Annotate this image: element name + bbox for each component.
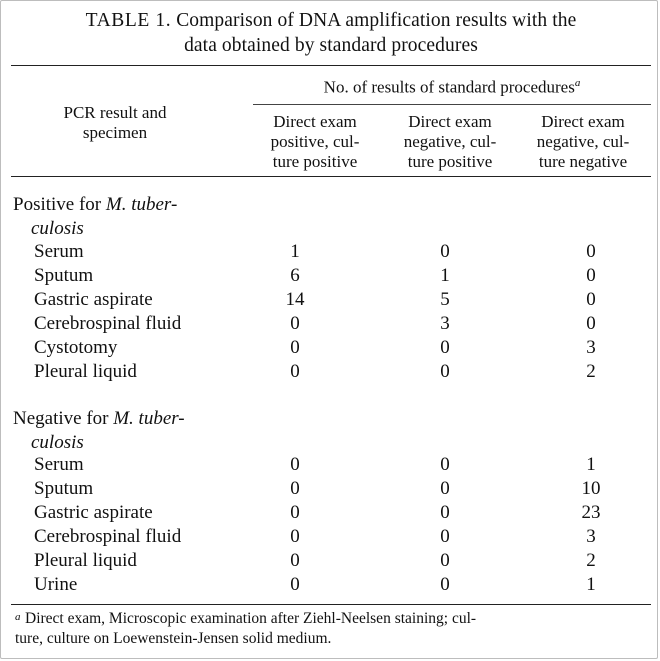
group-header [253, 72, 651, 99]
row-header [15, 103, 215, 143]
footnote-mark: a [15, 611, 21, 623]
column-header-2-line-1: Direct exam [408, 112, 492, 131]
value-cell-col-3: 0 [586, 289, 596, 310]
section-heading-negative [13, 407, 185, 455]
column-header-2-line-3: ture positive [407, 152, 493, 171]
value-cell-col-2: 1 [440, 265, 450, 286]
section-prefix: Negative for [13, 408, 114, 429]
column-header-1-line-2: positive, cul- [270, 132, 360, 151]
value-cell-col-3: 0 [586, 313, 596, 334]
value-cell-col-2: 0 [440, 550, 450, 571]
value-cell-col-3: 10 [581, 478, 601, 499]
footnote-line-2: ture, culture on Loewenstein-Jensen solid medium. [15, 630, 332, 647]
specimen-cell: Pleural liquid [34, 361, 137, 382]
section-heading-positive [13, 193, 177, 241]
value-cell-col-3: 1 [586, 574, 596, 595]
value-cell-col-2: 3 [440, 313, 450, 334]
value-cell-col-1: 1 [290, 241, 300, 262]
specimen-cell: Cerebrospinal fluid [34, 313, 182, 334]
value-cell-col-3: 2 [586, 361, 596, 382]
specimen-cell: Pleural liquid [34, 550, 137, 571]
value-cell-col-2: 0 [440, 574, 450, 595]
specimen-cell: Gastric aspirate [34, 289, 153, 310]
value-cell-col-1: 0 [290, 574, 300, 595]
value-cell-col-1: 0 [290, 550, 300, 571]
column-header-3-line-1: Direct exam [541, 112, 625, 131]
footnote-line-1: Direct exam, Microscopic examination after Ziehl-Neelsen staining; cul- [25, 610, 477, 627]
value-cell-col-2: 0 [440, 526, 450, 547]
table-row [1, 573, 660, 597]
table-row [1, 453, 660, 477]
table-label: TABLE 1. [85, 10, 172, 31]
organism-name-continued: culosis [31, 218, 84, 239]
value-cell-col-2: 0 [440, 502, 450, 523]
organism-name-continued: culosis [31, 432, 84, 453]
column-header-2 [388, 112, 512, 172]
value-cell-col-1: 0 [290, 313, 300, 334]
group-header-text: No. of results of standard procedures [323, 77, 575, 97]
value-cell-col-1: 0 [290, 478, 300, 499]
value-cell-col-3: 2 [586, 550, 596, 571]
column-header-3-line-2: negative, cul- [536, 132, 630, 151]
table-caption [21, 8, 641, 58]
column-header-1 [253, 112, 377, 172]
column-header-3-line-3: ture negative [538, 152, 628, 171]
specimen-cell: Urine [34, 574, 78, 595]
organism-name: M. tuber- [105, 194, 178, 215]
value-cell-col-1: 0 [290, 526, 300, 547]
caption-line-2: data obtained by standard procedures [184, 35, 478, 56]
value-cell-col-1: 0 [290, 361, 300, 382]
value-cell-col-3: 3 [586, 526, 596, 547]
table-row [1, 240, 660, 264]
table-row [1, 288, 660, 312]
table-row [1, 525, 660, 549]
value-cell-col-2: 0 [440, 337, 450, 358]
value-cell-col-2: 0 [440, 478, 450, 499]
value-cell-col-2: 5 [440, 289, 450, 310]
value-cell-col-1: 0 [290, 337, 300, 358]
column-header-1-line-3: ture positive [272, 152, 358, 171]
value-cell-col-3: 23 [581, 502, 601, 523]
bottom-rule [11, 604, 651, 605]
table-row [1, 477, 660, 501]
specimen-cell: Cystotomy [34, 337, 118, 358]
value-cell-col-3: 0 [586, 265, 596, 286]
row-header-line-1: PCR result and [63, 103, 167, 122]
column-header-1-line-1: Direct exam [273, 112, 357, 131]
value-cell-col-1: 0 [290, 502, 300, 523]
specimen-cell: Cerebrospinal fluid [34, 526, 182, 547]
table-footnote [15, 609, 645, 649]
table-row [1, 360, 660, 384]
table-row [1, 549, 660, 573]
value-cell-col-3: 1 [586, 454, 596, 475]
value-cell-col-3: 3 [586, 337, 596, 358]
row-header-line-2: specimen [82, 123, 148, 142]
caption-line-1: Comparison of DNA amplification results with the [176, 10, 577, 31]
value-cell-col-3: 0 [586, 241, 596, 262]
column-header-3 [521, 112, 645, 172]
value-cell-col-1: 0 [290, 454, 300, 475]
table-row [1, 336, 660, 360]
table-row [1, 264, 660, 288]
specimen-cell: Sputum [34, 478, 94, 499]
section-prefix: Positive for [13, 194, 106, 215]
specimen-cell: Gastric aspirate [34, 502, 153, 523]
specimen-cell: Sputum [34, 265, 94, 286]
table-row [1, 501, 660, 525]
value-cell-col-2: 0 [440, 454, 450, 475]
specimen-cell: Serum [34, 241, 84, 262]
value-cell-col-1: 14 [285, 289, 305, 310]
top-rule [11, 65, 651, 66]
value-cell-col-1: 6 [290, 265, 300, 286]
table-row [1, 312, 660, 336]
column-header-2-line-2: negative, cul- [403, 132, 497, 151]
organism-name: M. tuber- [113, 408, 185, 429]
value-cell-col-2: 0 [440, 241, 450, 262]
group-header-footnote-mark: a [574, 77, 581, 89]
specimen-cell: Serum [34, 454, 84, 475]
group-header-rule [253, 104, 651, 105]
value-cell-col-2: 0 [440, 361, 450, 382]
header-bottom-rule [11, 176, 651, 177]
